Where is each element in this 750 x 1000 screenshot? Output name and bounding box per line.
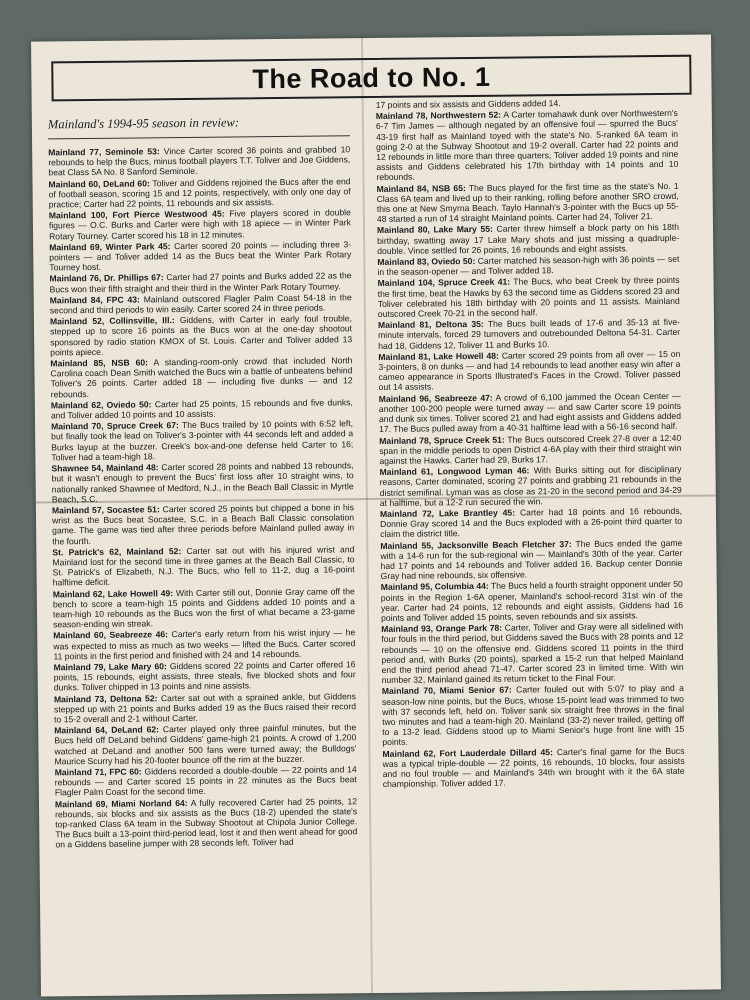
game-recap-entry — [379, 390, 681, 434]
game-recap-text: Carter played only three painful minutes, but the Bucs held off DeLand behind Giddens' game-high 21 points. A crowd of 1,200 watched at DeLand and another 500 fans were turned away; the Bulldogs' Maurice Scurry had his 20-footer bounce off the rim at the buzzer. — [54, 722, 357, 767]
game-score-headline: Mainland 78, Spruce Creek 51: — [379, 434, 505, 446]
game-recap-text: A fully recovered Carter had 25 points, 12 rebounds, six blocks and six assists as the Bucs (18-2) upended the state's top-ranked Class 6A team in the Subway Shootout at Chipola Junior College. The Bucs built a 13-point third-period lead, lost it and then went ahead for good on a Giddens baseline jumper with 28 seconds left. Toliver had — [55, 795, 358, 850]
game-recap-text: Carter's final game for the Bucs was a typical triple-double — 22 points, 16 rebounds, 10 blocks, four assists and no foul trouble — and Mainland's 34th win brought with it the 6A state championship. Toliver added 17. — [382, 745, 685, 790]
game-score-headline: Mainland 76, Dr. Phillips 67: — [49, 272, 164, 284]
game-recap-text: Carter scored 28 points and nabbed 13 rebounds, but it wasn't enough to prevent the Bucs' first loss after 10 straight wins, to nationally ranked Shawnee of Medford, N.J., in the Beach Ball Classic in Myrtle Beach, S.C. — [51, 460, 354, 505]
game-recap-text: 17 points and six assists and Giddens added 14. — [375, 98, 561, 110]
game-recap-entry — [377, 222, 679, 256]
game-score-headline: Mainland 81, Deltona 35: — [377, 319, 484, 331]
right-entries — [376, 97, 685, 790]
game-recap-text: Carter scored 29 points from all over — 15 on 3-pointers, 8 on dunks — and had 14 rebounds to lead another easy win after a cameo appearance in Sports Illustrated's Faces in the Crowd. Toliver passed out 14 assists. — [378, 348, 681, 393]
game-recap-entry — [51, 460, 353, 504]
game-recap-entry — [53, 628, 355, 662]
game-recap-text: Toliver and Giddens rejoined the Bucs after the end of football season, scoring 15 and 12 points, respectively, with only one day of practice; Carter had 22 points, 11 rebounds and six assists. — [48, 175, 351, 210]
game-score-headline: Mainland 80, Lake Mary 55: — [376, 224, 493, 236]
game-recap-entry — [52, 544, 354, 588]
game-recap-text: Five players scored in double figures — O.C. Burks and Carter were high with 18 apiece — in Winter Park Rotary Tourney. Carter scored his 18 in 12 minutes. — [48, 207, 351, 242]
page-title: The Road to No. 1 — [252, 61, 491, 94]
game-recap-entry — [382, 745, 684, 789]
game-recap-entry — [380, 537, 682, 581]
game-recap-entry — [49, 207, 351, 241]
game-recap-entry — [50, 292, 352, 316]
game-recap-entry — [378, 317, 680, 351]
game-score-headline: Mainland 73, Deltona 52: — [53, 692, 158, 704]
game-score-headline: Mainland 52, Collinsville, Ill.: — [49, 315, 175, 327]
game-recap-text: Mainland outscored Flagler Palm Coast 54-18 in the second and third periods to win easily. Carter scored 24 in three periods. — [49, 292, 352, 316]
game-recap-entry — [55, 796, 358, 850]
game-recap-text: Carter sat out with a sprained ankle, but Giddens stepped up with 21 points and Burks added 19 as the Bucs raised their record to 15-2 overall and 2-1 without Carter. — [53, 690, 357, 725]
game-recap-text: A standing-room-only crowd that included North Carolina coach Dean Smith watched the Bucs win a battle of unbeatens behind Toliver's 26 points. Carter added 18 — including five dunks — and 12 rebounds. — [50, 355, 353, 400]
game-score-headline: Shawnee 54, Mainland 48: — [51, 462, 159, 474]
game-score-headline: Mainland 95, Columbia 44: — [380, 581, 489, 593]
game-recap-text: Giddens scored 22 points and Carter offered 16 points, 15 rebounds, eight assists, three steals, five blocked shots and four dunks. Toliver chipped in 13 points and nine assists. — [53, 659, 356, 693]
fold-crease-vertical — [361, 38, 373, 993]
game-recap-text: The Bucs played for the first time as the state's No. 1 Class 6A team and lived up to their ranking, rolling before another SRO crowd, this one at New Smyrna Beach. Taylo Hannah's 3-pointer with the Bucs up 55-48 started a run of 14 straight Mainland points. Carter had 24, Toliver 21. — [376, 180, 679, 225]
game-score-headline: Mainland 93, Orange Park 78: — [381, 622, 503, 635]
game-score-headline: Mainland 64, DeLand 62: — [54, 724, 160, 736]
game-recap-entry — [50, 355, 352, 399]
game-recap-text: The Bucs held a fourth straight opponent under 50 points in the Region 1-6A opener, Mainland's school-record 31st win of the year. Carter had 24 points, 12 rebounds and eight assists, Giddens had 16 points and Toliver added 15 points, seven rebounds and six assists. — [380, 579, 684, 623]
game-recap-entry — [377, 254, 679, 278]
game-recap-text: Carter threw himself a block party on his 18th birthday, swatting away 17 Lake Mary shots and just missing a quadruple-double. Vince settled for 26 points, 16 rebounds and eight assists. — [377, 222, 680, 256]
article-subtitle: Mainland's 1994-95 season in review: — [48, 114, 350, 139]
game-score-headline: St. Patrick's 62, Mainland 52: — [52, 545, 182, 558]
game-score-headline: Mainland 78, Northwestern 52: — [375, 109, 502, 122]
game-score-headline: Mainland 81, Lake Howell 48: — [378, 350, 499, 362]
game-recap-entry — [48, 144, 350, 178]
game-recap-text: Vince Carter scored 36 points and grabbed 10 rebounds to help the Bucs, minus football players T.T. Toliver and Joe Giddens, beat Class 5A No. 8 Sanford Seminole. — [48, 144, 351, 178]
game-recap-entry — [382, 683, 685, 747]
game-score-headline: Mainland 55, Jacksonville Beach Fletcher 37: — [380, 538, 572, 551]
game-score-headline: Mainland 104, Spruce Creek 41: — [377, 277, 511, 289]
game-recap-text: Carter fouled out with 5:07 to play and a season-low nine points, but the Bucs, whose 15-point lead was trimmed to two with 37 seconds left, held on. Toliver sank six straight free throws in the final two minutes and had a team-high 20. Mainland (33-2) never trailed, getting off to a 13-2 lead. Giddens stood up to Miami Senior's huge front line with 15 points. — [381, 683, 685, 748]
game-score-headline: Mainland 70, Miami Senior 67: — [381, 684, 512, 697]
game-score-headline: Mainland 69, Miami Norland 64: — [54, 797, 188, 809]
game-score-headline: Mainland 62, Oviedo 50: — [50, 399, 152, 411]
game-score-headline: Mainland 69, Winter Park 45: — [49, 240, 171, 253]
game-recap-text: The Bucs, who beat Creek by three points the first time, beat the Hawks by 63 the second time as Giddens scored 23 and Toliver celebrated his 18th birthday with 20 points and 11 assists. Mainland outscored Creek 70-21 in the second half. — [377, 275, 680, 320]
game-recap-text: The Bucs trailed by 10 points with 6:52 left, but finally took the lead on Toliver's 3-pointer with 44 seconds left and added a Burks layup at the buzzer. Creek's box-and-one defense held Carter to 16; Toliver had a team-high 18. — [51, 418, 354, 463]
game-recap-text: A Carter tomahawk dunk over Northwestern's 6-7 Tim James — although negated by an offensive foul — spurred the Bucs' 43-19 first half as Mainland toyed with the state's No. 5-ranked 6A team in going 2-0 at the Subway Shootout and 19-2 overall. Carter had 22 points and 12 rebounds in little more than three quarters, Toliver added 19 points and nine assists and Giddens celebrated his 17th birthday with 14 points and 10 rebounds. — [375, 108, 679, 183]
game-recap-text: Carter's early return from his wrist injury — he was expected to miss as much as two weeks — lifted the Bucs. Carter scored 11 points in the first period and finished with 24 and 14 rebounds. — [53, 627, 356, 662]
game-recap-entry — [55, 764, 357, 798]
game-recap-text: The Bucs built leads of 17-6 and 35-13 at five-minute intervals, forced 29 turnovers and outrebounded Deltona 54-31. Carter had 18, Giddens 12, Toliver 11 and Burks 10. — [378, 317, 681, 351]
game-recap-entry — [381, 621, 684, 685]
game-recap-entry — [378, 275, 680, 319]
game-recap-text: Carter sat out with his injured wrist and Mainland lost for the second time in three games at the Beach Ball Classic, to St. Patrick's of Elizabeth, N.J. The Bucs, who fell to 11-2, dug a 16-point halftime deficit. — [52, 543, 355, 588]
game-recap-entry — [50, 313, 352, 357]
game-score-headline: Mainland 57, Socastee 51: — [51, 504, 160, 516]
left-entries — [48, 144, 357, 850]
game-recap-entry — [48, 176, 350, 210]
game-recap-entry — [379, 464, 681, 508]
game-score-headline: Mainland 62, Lake Howell 49: — [52, 587, 174, 599]
game-score-headline: Mainland 72, Lake Brantley 45: — [379, 507, 516, 519]
game-recap-entry — [379, 432, 681, 466]
game-recap-entry — [49, 239, 351, 273]
game-recap-entry — [378, 349, 680, 393]
game-score-headline: Mainland 100, Fort Pierce Westwood 45: — [48, 208, 225, 221]
game-recap-text: Carter scored 25 points but chipped a bone in his wrist as the Bucs beat Socastee, S.C. in a Beach Ball Classic consolation game. The game was tied after three periods before Mainland pulled away in the fourth. — [51, 502, 355, 546]
game-score-headline: Mainland 85, NSB 60: — [50, 357, 149, 369]
game-recap-text: Carter had 27 points and Burks added 22 as the Bucs won their fifth straight and their third in the Winter Park Rotary Tourney. — [49, 270, 352, 295]
game-score-headline: Mainland 84, FPC 43: — [49, 294, 140, 306]
right-column — [376, 97, 685, 791]
newspaper-clipping — [31, 34, 721, 996]
game-recap-text: Giddens, with Carter in early foul trouble, stepped up to score 16 points as the Bucs won at the one-day shootout sponsored by radio station KMOX of St. Louis. Carter and Toliver added 13 points apiece. — [50, 313, 353, 358]
game-recap-text: Carter, Toliver and Gray were all sidelined with four fouls in the third period, but Giddens saved the Bucs with 28 points and 12 rebounds — 10 on the offensive end. Giddens scored 11 points in the third period and, with Burks (20 points), sparked a 15-2 run that helped Mainland end the third period ahead 71-47. Carter scored 23 in limited time. With win number 32, Mainland gained its return ticket to the Final Four. — [381, 620, 684, 686]
game-recap-entry — [54, 691, 356, 725]
game-recap-entry — [380, 506, 682, 540]
game-score-headline: Mainland 70, Spruce Creek 67: — [50, 420, 179, 432]
game-recap-entry — [51, 419, 353, 463]
game-recap-entry — [54, 659, 356, 693]
game-score-headline: Mainland 61, Longwood Lyman 46: — [379, 465, 530, 478]
game-score-headline: Mainland 83, Oviedo 50: — [377, 255, 476, 268]
game-recap-text: A crowd of 6,100 jammed the Ocean Center — another 100-200 people were turned away — and saw Carter score 19 points and dunk six times. Toliver scored 21 and had eight assists and Giddens added 17. The Bucs pulled away from a 40-31 halftime lead with a 56-16 second half. — [378, 390, 682, 435]
left-column — [48, 108, 358, 851]
game-recap-entry — [53, 586, 355, 630]
game-recap-text: Carter had 18 points and 16 rebounds, Donnie Gray scored 14 and the Bucs exploded with a 26-point third quarter to claim the district title. — [380, 505, 683, 540]
game-recap-text: Carter scored 20 points — including three 3-pointers — and Toliver added 14 as the Bucs beat the Winter Park Rotary Tourney host. — [49, 239, 352, 273]
game-score-headline: Mainland 60, Seabreeze 46: — [53, 629, 169, 641]
game-score-headline: Mainland 77, Seminole 53: — [48, 146, 160, 158]
game-recap-text: With Burks sitting out for disciplinary reasons, Carter dominated, scoring 27 points and grabbing 21 rebounds in the district semifinal. Lyman was as close as 21-20 in the second period and 34-29 at halftime, but a 12-2 run secured the win. — [379, 463, 682, 508]
game-recap-entry — [377, 180, 679, 224]
game-recap-text: With Carter still out, Donnie Gray came off the bench to score a team-high 15 points and Giddens added 10 points and a team-high 10 rebounds as the Bucs won the first of what became a 23-game season-ending win streak. — [52, 585, 356, 630]
game-recap-text: Carter had 25 points, 15 rebounds and five dunks, and Toliver added 10 points and 10 assists. — [50, 397, 353, 421]
headline-box — [51, 55, 691, 102]
game-score-headline: Mainland 60, DeLand 60: — [48, 177, 150, 190]
game-recap-entry — [51, 397, 353, 421]
game-recap-entry — [381, 579, 683, 623]
game-recap-text: Giddens recorded a double-double — 22 points and 14 rebounds — and Carter scored 15 points in 22 minutes as the Bucs beat Flagler Palm Coast for the second time. — [54, 764, 357, 798]
game-score-headline: Mainland 71, FPC 60: — [54, 766, 142, 778]
game-recap-text: The Bucs ended the game with a 14-6 run for the sub-regional win — Mainland's 30th of the year. Carter had 17 points and 14 rebounds and Toliver added 16. Backup center Donnie Gray had nine rebounds, six offensive. — [380, 537, 683, 582]
game-recap-entry — [376, 108, 679, 183]
game-recap-text: The Bucs outscored Creek 27-8 over a 12:40 span in the middle periods to open District 4-6A play with their third straight win against the Hawks. Carter had 29, Burks 17. — [379, 432, 682, 466]
game-recap-entry — [52, 502, 354, 546]
game-score-headline: Mainland 79, Lake Mary 60: — [53, 661, 167, 673]
game-recap-entry — [54, 722, 356, 766]
game-score-headline: Mainland 62, Fort Lauderdale Dillard 45: — [382, 746, 553, 759]
game-score-headline: Mainland 84, NSB 65: — [376, 182, 466, 194]
game-score-headline: Mainland 96, Seabreeze 47: — [378, 392, 493, 404]
game-recap-entry — [49, 271, 351, 295]
game-recap-text: Carter matched his season-high with 36 points — set in the season-opener — and Toliver added 18. — [377, 253, 680, 278]
